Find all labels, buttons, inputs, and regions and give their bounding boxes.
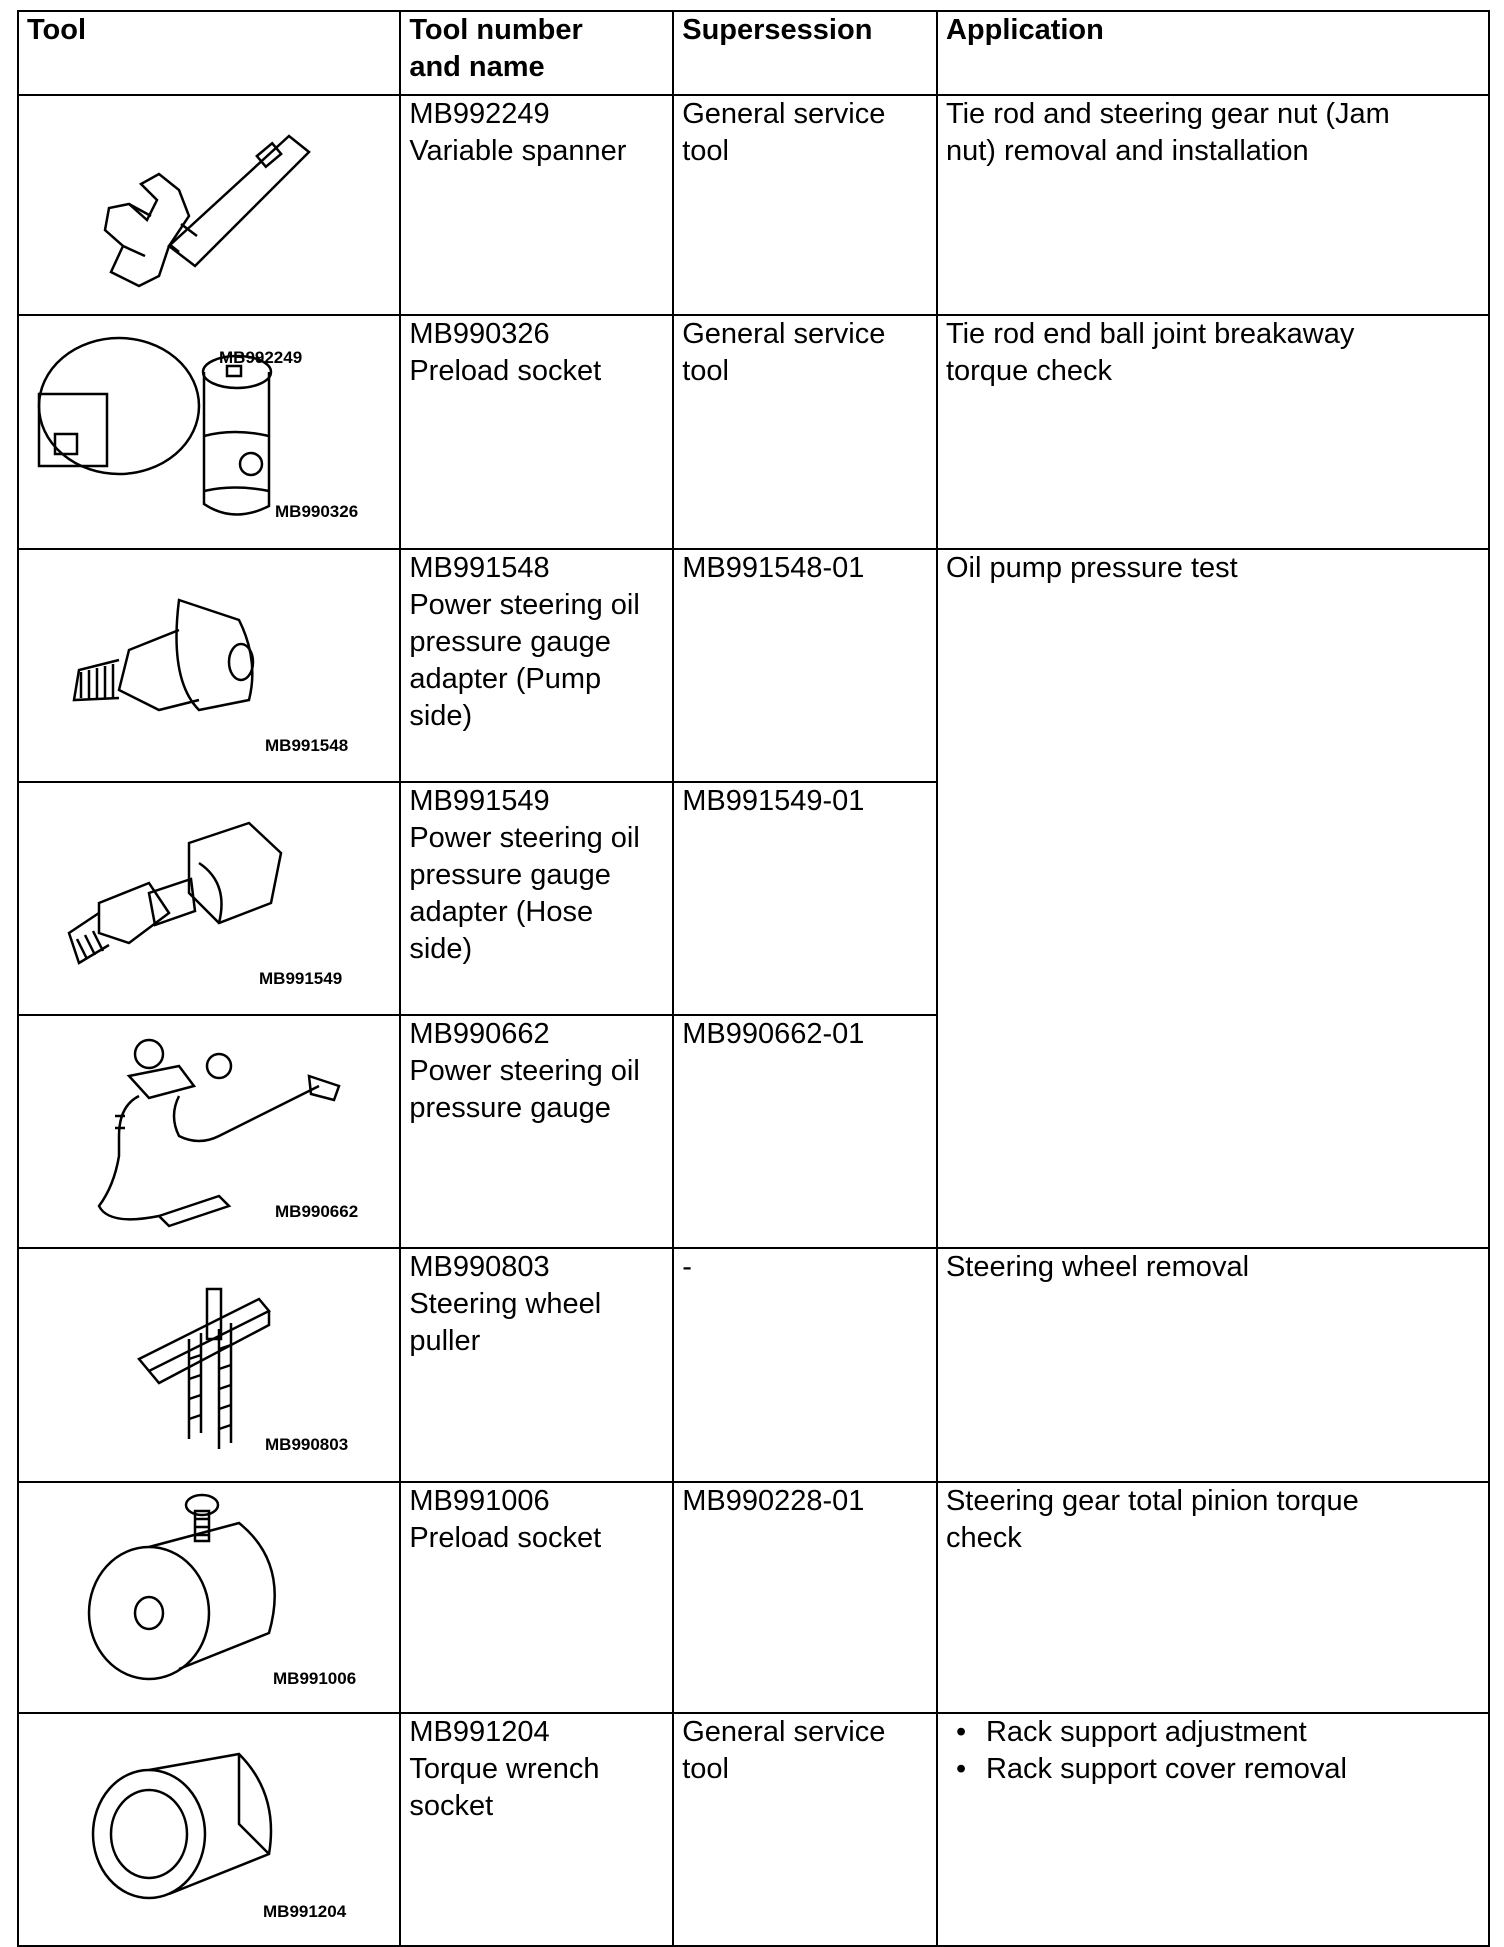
tool-name: pressure gauge <box>409 859 611 891</box>
application-cell <box>937 1248 1489 1482</box>
tool-image-cell <box>18 1713 400 1946</box>
header-tool-number-and-name: Tool number and name <box>400 11 673 95</box>
header-row <box>18 11 1489 95</box>
supersession-cell <box>673 1248 937 1482</box>
table-row <box>18 95 1489 315</box>
application-bullet: • Rack support adjustment <box>946 1714 1480 1751</box>
supersession-text: tool <box>682 1753 729 1785</box>
tool-name: pressure gauge <box>409 626 611 658</box>
supersession-text: - <box>682 1251 692 1283</box>
tool-number-name-cell <box>400 1248 673 1482</box>
supersession-text: MB991548-01 <box>682 552 865 584</box>
tool-image-cell <box>18 782 400 1015</box>
application-text: Steering wheel removal <box>945 1251 1250 1283</box>
tool-number: MB991548 <box>409 552 550 584</box>
application-text: Steering gear total pinion torque <box>945 1485 1359 1517</box>
tool-image-label: MB990662 <box>275 1202 359 1221</box>
tool-name: Preload socket <box>409 1522 602 1554</box>
tool-image-cell <box>18 1248 400 1482</box>
tool-image-cell <box>18 1482 400 1713</box>
tool-number: MB990803 <box>409 1251 550 1283</box>
tool-number: MB992249 <box>409 98 550 130</box>
tool-name: socket <box>409 1790 494 1822</box>
header-supersession: Supersession <box>673 11 937 95</box>
tool-name: adapter (Hose <box>409 896 594 928</box>
tool-name: Steering wheel <box>409 1288 602 1320</box>
header-tool: Tool <box>18 11 400 95</box>
supersession-text: tool <box>682 355 729 387</box>
tool-number-name-cell <box>400 1482 673 1713</box>
supersession-cell <box>673 95 937 315</box>
supersession-text: MB990662-01 <box>682 1018 865 1050</box>
header-application: Application <box>937 11 1489 95</box>
tool-name: pressure gauge <box>409 1092 611 1124</box>
tool-number-name-cell <box>400 95 673 315</box>
tool-image-label: MB991549 <box>259 969 343 988</box>
tool-number-name-cell <box>400 315 673 549</box>
tool-name: Power steering oil <box>409 1055 640 1087</box>
supersession-cell <box>673 1482 937 1713</box>
supersession-text: General service <box>682 98 886 130</box>
tool-name: Torque wrench <box>409 1753 600 1785</box>
variable-spanner-icon <box>19 96 393 316</box>
application-text: check <box>945 1522 1022 1554</box>
application-cell <box>937 1713 1489 1946</box>
table-row <box>18 1482 1489 1713</box>
tool-name: Power steering oil <box>409 589 640 621</box>
tool-number: MB990326 <box>409 318 550 350</box>
tool-number-name-cell <box>400 1015 673 1248</box>
tool-number: MB990662 <box>409 1018 550 1050</box>
tool-name: puller <box>409 1325 481 1357</box>
supersession-cell <box>673 549 937 782</box>
tool-image-label: MB990326 <box>275 502 359 521</box>
tool-number: MB991549 <box>409 785 550 817</box>
tool-image-cell <box>18 95 400 367</box>
application-cell <box>937 1482 1489 1713</box>
supersession-text: General service <box>682 318 886 350</box>
table-row <box>18 315 1489 549</box>
supersession-cell <box>673 1713 937 1946</box>
tool-number: MB991006 <box>409 1485 550 1517</box>
tool-name: Power steering oil <box>409 822 640 854</box>
application-cell <box>937 95 1489 315</box>
tool-image-cell <box>18 1015 400 1248</box>
tool-name: side) <box>409 700 473 732</box>
supersession-text: General service <box>682 1716 886 1748</box>
supersession-text: MB991549-01 <box>682 785 865 817</box>
tool-number-name-cell <box>400 549 673 782</box>
tool-number: MB991204 <box>409 1716 550 1748</box>
table-row <box>18 1713 1489 1946</box>
supersession-text: MB990228-01 <box>682 1485 865 1517</box>
supersession-cell <box>673 1015 937 1248</box>
tool-name: Preload socket <box>409 355 602 387</box>
tool-image-label: MB991006 <box>273 1669 357 1688</box>
application-bullet-list <box>946 1714 1480 1788</box>
tool-name: adapter (Pump <box>409 663 602 695</box>
application-cell <box>937 315 1489 549</box>
special-tools-table <box>17 10 1490 1947</box>
tool-image-cell <box>18 315 400 549</box>
application-text: nut) removal and installation <box>945 135 1309 167</box>
tool-name: side) <box>409 933 473 965</box>
tool-image-cell <box>18 549 400 782</box>
tool-name: Variable spanner <box>409 135 627 167</box>
supersession-cell <box>673 782 937 1015</box>
tool-image-label: MB991548 <box>265 736 349 755</box>
application-text: Oil pump pressure test <box>945 552 1238 584</box>
table-row <box>18 1248 1489 1482</box>
application-bullet: • Rack support cover removal <box>946 1751 1480 1788</box>
tool-image-label: MB990803 <box>265 1435 349 1454</box>
supersession-cell <box>673 315 937 549</box>
application-text: Tie rod end ball joint breakaway <box>945 318 1355 350</box>
application-cell <box>937 549 1489 1248</box>
application-text: torque check <box>945 355 1113 387</box>
tool-number-name-cell <box>400 782 673 1015</box>
tool-image-label: MB992249 <box>219 348 303 367</box>
table-row <box>18 549 1489 782</box>
tool-number-name-cell <box>400 1713 673 1946</box>
tool-image-label: MB991204 <box>263 1902 347 1921</box>
supersession-text: tool <box>682 135 729 167</box>
application-text: Tie rod and steering gear nut (Jam <box>945 98 1390 130</box>
